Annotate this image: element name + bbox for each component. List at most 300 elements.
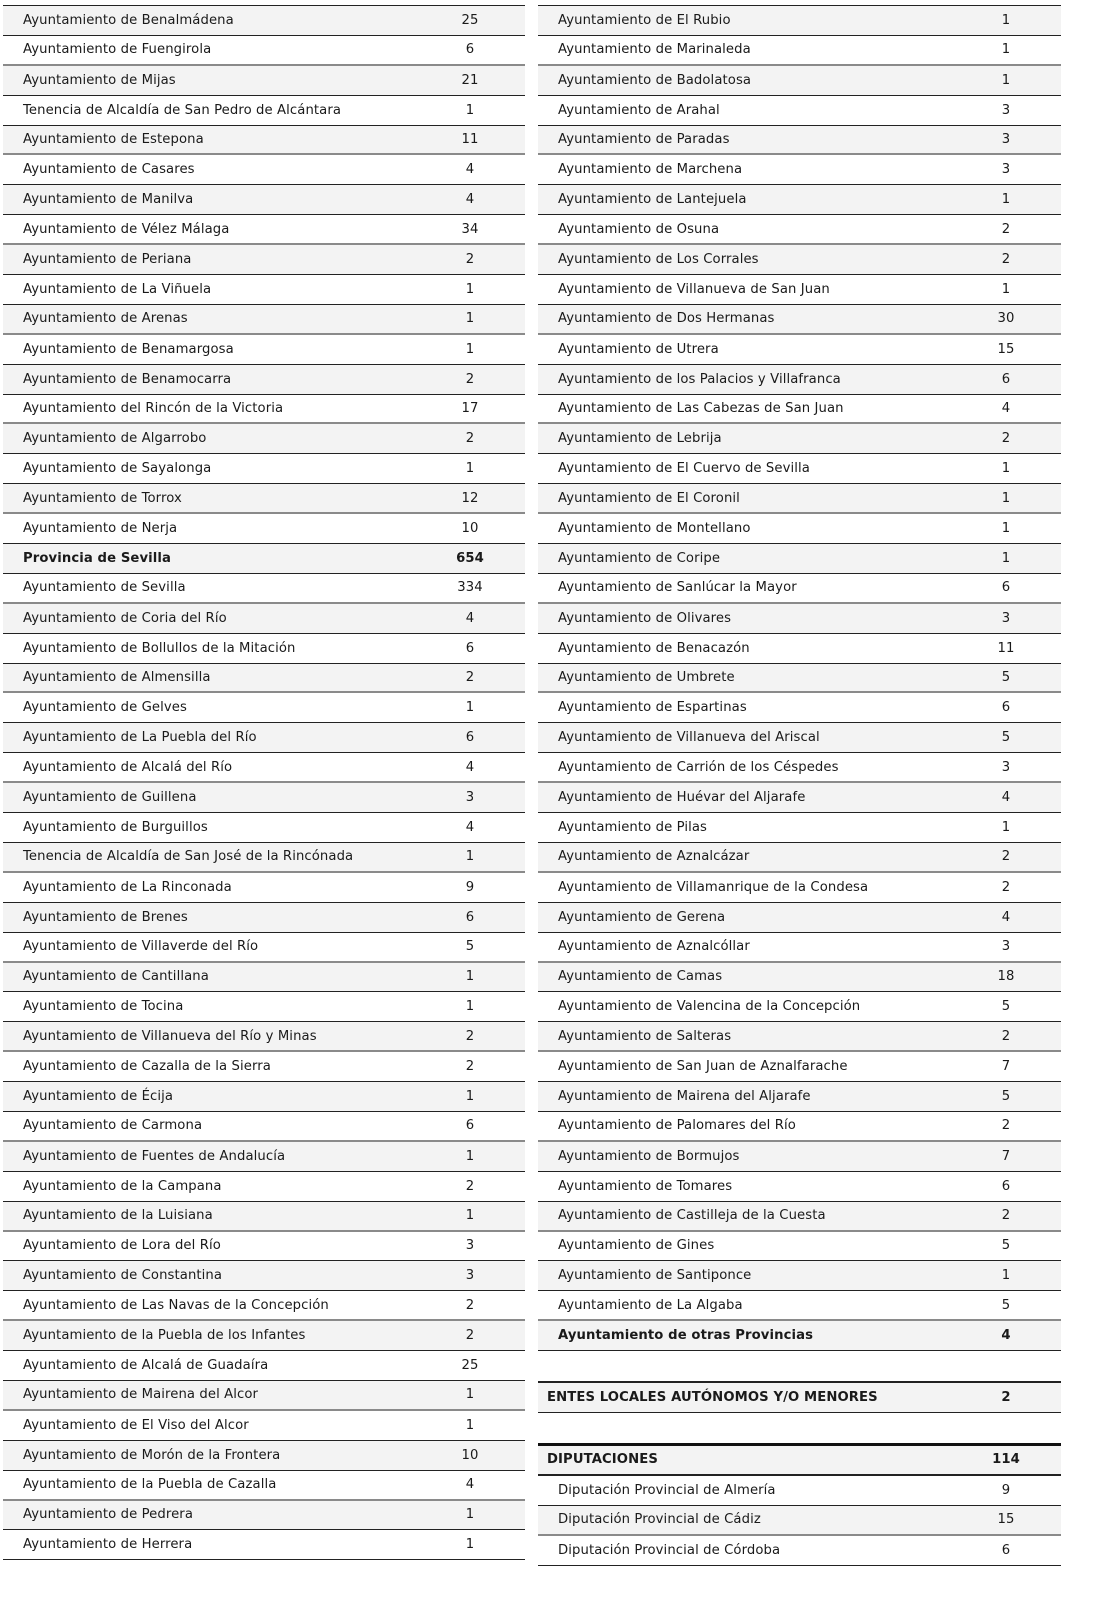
entity-count: 4: [465, 610, 475, 626]
entity-count: 9: [1001, 1482, 1011, 1498]
entity-count: 21: [461, 72, 479, 88]
entity-count: 4: [1001, 790, 1011, 806]
entity-name: Ayuntamiento de Villanueva de San Juan: [558, 281, 830, 297]
entity-count: 6: [465, 730, 475, 746]
entes-locales-value: 2: [1001, 1390, 1011, 1406]
table-row: [538, 873, 1061, 903]
entity-name: Ayuntamiento de Umbrete: [558, 670, 735, 686]
table-row: [3, 1172, 525, 1202]
entity-name: Ayuntamiento de Alcalá del Río: [23, 759, 233, 775]
subtotal-row: [538, 1321, 1061, 1351]
entity-count: 11: [997, 640, 1015, 656]
entity-count: 2: [465, 670, 475, 686]
entity-name: Ayuntamiento de Bollullos de la Mitación: [23, 640, 296, 656]
table-row: [3, 1501, 525, 1531]
diputaciones-rows: [538, 1476, 1061, 1566]
entity-name: Ayuntamiento de Tomares: [558, 1178, 733, 1194]
entity-count: 6: [1001, 1178, 1011, 1194]
table-row: [538, 1261, 1061, 1291]
table-row: [3, 634, 525, 664]
table-row: [3, 1112, 525, 1142]
entity-name: Ayuntamiento de Carmona: [23, 1118, 203, 1134]
entity-name: Ayuntamiento de Osuna: [558, 221, 720, 237]
table-row: [3, 126, 525, 156]
entity-count: 5: [1001, 999, 1011, 1015]
entity-name: Ayuntamiento de Brenes: [23, 909, 188, 925]
entity-count: 2: [1001, 1208, 1011, 1224]
entity-count: 1: [1001, 461, 1011, 477]
entity-name: Diputación Provincial de Cádiz: [558, 1512, 761, 1528]
table-row: [538, 693, 1061, 723]
table-row: [3, 963, 525, 993]
entity-name: Ayuntamiento de La Algaba: [558, 1297, 743, 1313]
entity-name: Ayuntamiento de Benacazón: [558, 640, 750, 656]
table-row: [3, 693, 525, 723]
entity-name: Ayuntamiento de Coria del Río: [23, 610, 227, 626]
entity-name: Ayuntamiento de Arenas: [23, 311, 188, 327]
entity-name: Ayuntamiento de El Cuervo de Sevilla: [558, 461, 810, 477]
entity-count: 1: [465, 1089, 475, 1104]
table-row: [3, 66, 525, 96]
entity-name: Ayuntamiento de Sayalonga: [23, 461, 212, 477]
entity-count: 15: [997, 1512, 1015, 1528]
entity-name: Ayuntamiento de Las Navas de la Concepción: [23, 1297, 329, 1313]
table-row: [538, 424, 1061, 454]
table-row: [538, 843, 1061, 873]
entity-name: Ayuntamiento de La Rinconada: [23, 879, 232, 895]
entity-name: Ayuntamiento de Mairena del Alcor: [23, 1387, 259, 1403]
entity-count: 2: [465, 1178, 475, 1194]
entity-count: 2: [465, 1028, 475, 1044]
entity-count: 1: [465, 281, 475, 297]
entity-name: Ayuntamiento de Huévar del Aljarafe: [558, 790, 806, 806]
entity-name: Ayuntamiento de Nerja: [23, 521, 178, 537]
table-row: [538, 365, 1061, 395]
entity-count: 3: [1001, 162, 1011, 178]
table-row: [3, 604, 525, 634]
entity-name: Ayuntamiento de Carrión de los Céspedes: [558, 759, 839, 775]
entity-count: 7: [1001, 1059, 1011, 1075]
table-row: [538, 723, 1061, 753]
entity-name: Ayuntamiento de Gerena: [558, 909, 726, 925]
entity-name: Ayuntamiento de Fuentes de Andalucía: [23, 1148, 286, 1164]
table-row: [3, 424, 525, 454]
table-row: [538, 1142, 1061, 1172]
entity-count: 2: [1001, 1118, 1011, 1134]
table-row: [3, 155, 525, 185]
entity-count: 1: [465, 341, 475, 357]
entity-count: 1: [1001, 819, 1011, 835]
entity-name: Ayuntamiento de Bormujos: [558, 1148, 740, 1164]
entity-name: Ayuntamiento de Mijas: [23, 72, 176, 88]
entity-count: 1: [465, 1537, 475, 1553]
entity-name: Ayuntamiento de Camas: [558, 969, 723, 985]
entity-count: 4: [465, 192, 475, 208]
entity-count: 6: [1001, 700, 1011, 716]
entity-name: Ayuntamiento de Benalmádena: [23, 12, 234, 28]
table-row: [538, 963, 1061, 993]
diputaciones-section: [538, 1443, 1061, 1566]
table-row: [3, 933, 525, 963]
table-row: [3, 1411, 525, 1441]
right-column-table: [538, 5, 1061, 1566]
entity-count: 6: [465, 909, 475, 925]
entity-name: Ayuntamiento de Écija: [23, 1089, 174, 1104]
entity-name: Ayuntamiento de la Puebla de Cazalla: [23, 1477, 277, 1493]
table-row: [3, 1232, 525, 1262]
entity-name: Ayuntamiento de Guillena: [23, 790, 197, 806]
table-row: [538, 604, 1061, 634]
table-row: [538, 126, 1061, 156]
entity-count: 18: [997, 969, 1015, 985]
entity-count: 6: [465, 1118, 475, 1134]
entity-count: 2: [1001, 221, 1011, 237]
table-row: [538, 634, 1061, 664]
table-row: [3, 873, 525, 903]
entity-name: Ayuntamiento de Villanueva del Ariscal: [558, 730, 820, 746]
table-row: [538, 664, 1061, 694]
entity-name: Ayuntamiento de Benamargosa: [23, 341, 234, 357]
entity-name: Ayuntamiento de Badolatosa: [558, 72, 752, 88]
entity-name: Ayuntamiento de Cantillana: [23, 969, 209, 985]
table-row: [3, 36, 525, 66]
entity-name: Ayuntamiento de Lora del Río: [23, 1238, 221, 1254]
table-row: [3, 215, 525, 245]
entity-count: 1: [465, 102, 475, 118]
entity-name: Ayuntamiento de El Viso del Alcor: [23, 1417, 249, 1433]
table-row: [3, 395, 525, 425]
entity-count: 4: [465, 162, 475, 178]
entity-count: 34: [461, 221, 479, 237]
table-row: [538, 335, 1061, 365]
entity-count: 1: [1001, 42, 1011, 58]
entity-count: 1: [465, 1507, 475, 1523]
table-row: [538, 1202, 1061, 1232]
entity-name: Ayuntamiento de los Palacios y Villafranca: [558, 371, 841, 387]
entity-count: 6: [1001, 580, 1011, 596]
entity-name: Ayuntamiento de Gelves: [23, 700, 187, 716]
table-row: [538, 484, 1061, 514]
entity-name: Ayuntamiento de Espartinas: [558, 700, 747, 716]
table-row: [3, 305, 525, 335]
entity-count: 4: [1001, 1328, 1011, 1344]
entity-name: Ayuntamiento de San Juan de Aznalfarache: [558, 1059, 848, 1075]
entity-name: Ayuntamiento de Paradas: [558, 132, 730, 147]
entity-count: 1: [465, 700, 475, 716]
entity-name: Ayuntamiento de Algarrobo: [23, 431, 207, 447]
entity-name: Ayuntamiento de la Luisiana: [23, 1208, 213, 1224]
entity-count: 2: [1001, 431, 1011, 447]
entity-count: 10: [461, 1447, 479, 1463]
table-row: [538, 1291, 1061, 1321]
entity-count: 4: [465, 1477, 475, 1493]
table-row: [3, 1082, 525, 1112]
table-row: [538, 544, 1061, 574]
entity-name: Ayuntamiento de Arahal: [558, 102, 720, 118]
entity-name: Tenencia de Alcaldía de San Pedro de Alcántara: [23, 102, 342, 118]
entity-count: 1: [465, 461, 475, 477]
entity-count: 1: [465, 311, 475, 327]
table-row: [538, 903, 1061, 933]
entity-name: Ayuntamiento de La Viñuela: [23, 281, 212, 297]
table-row: [538, 96, 1061, 126]
entity-name: Ayuntamiento de Gines: [558, 1238, 715, 1254]
table-row: [3, 1052, 525, 1082]
entity-count: 6: [1001, 1542, 1011, 1558]
entity-count: 3: [1001, 759, 1011, 775]
entity-count: 5: [1001, 1297, 1011, 1313]
entity-count: 4: [1001, 401, 1011, 417]
entity-count: 11: [461, 132, 479, 147]
entity-count: 5: [1001, 730, 1011, 746]
entity-count: 17: [461, 401, 479, 417]
table-row: [3, 514, 525, 544]
table-row: [3, 1202, 525, 1232]
entity-count: 3: [1001, 939, 1011, 955]
entity-name: Ayuntamiento de Cazalla de la Sierra: [23, 1059, 271, 1075]
entity-count: 6: [465, 640, 475, 656]
entity-count: 1: [465, 969, 475, 985]
entity-name: Ayuntamiento de Coripe: [558, 550, 721, 566]
entity-name: Ayuntamiento de Estepona: [23, 132, 204, 147]
table-row: [3, 664, 525, 694]
table-row: [3, 1261, 525, 1291]
entity-name: Ayuntamiento de Dos Hermanas: [558, 311, 775, 327]
entity-name: Ayuntamiento de Villaverde del Río: [23, 939, 259, 955]
entity-count: 1: [1001, 1268, 1011, 1284]
table-row: [538, 514, 1061, 544]
entity-name: Ayuntamiento de Vélez Málaga: [23, 221, 230, 237]
entity-name: Ayuntamiento de Tocina: [23, 999, 184, 1015]
table-row: [3, 1530, 525, 1560]
left-table-body: [3, 5, 525, 1560]
entity-name: Ayuntamiento de Manilva: [23, 192, 194, 208]
entity-name: Diputación Provincial de Córdoba: [558, 1542, 781, 1558]
entity-name: Ayuntamiento de Mairena del Aljarafe: [558, 1089, 811, 1104]
entity-count: 12: [461, 490, 479, 506]
entity-name: Ayuntamiento de otras Provincias: [558, 1328, 814, 1344]
table-row: [3, 574, 525, 604]
table-row: [538, 1022, 1061, 1052]
table-row: [538, 155, 1061, 185]
entity-name: Ayuntamiento de Herrera: [23, 1537, 193, 1553]
table-row: [3, 275, 525, 305]
diputaciones-header-row: [538, 1446, 1061, 1476]
entity-count: 5: [1001, 1089, 1011, 1104]
entity-count: 1: [465, 1387, 475, 1403]
entity-count: 2: [465, 1297, 475, 1313]
entity-name: Ayuntamiento de Constantina: [23, 1268, 223, 1284]
entity-count: 9: [465, 879, 475, 895]
left-column-table: [3, 5, 525, 1560]
table-row: [3, 1022, 525, 1052]
entity-count: 1: [1001, 490, 1011, 506]
entity-name: Ayuntamiento de Pilas: [558, 819, 708, 835]
entity-count: 654: [456, 550, 484, 566]
entity-name: Ayuntamiento de Periana: [23, 252, 192, 268]
entity-name: Ayuntamiento de Marchena: [558, 162, 743, 178]
table-row: [3, 484, 525, 514]
table-row: [3, 454, 525, 484]
entity-count: 1: [465, 1148, 475, 1164]
entity-name: Ayuntamiento de Fuengirola: [23, 42, 212, 58]
entity-count: 1: [1001, 281, 1011, 297]
table-row: [3, 1441, 525, 1471]
diputaciones-label: DIPUTACIONES: [547, 1452, 658, 1468]
table-row: [538, 933, 1061, 963]
entity-count: 3: [1001, 102, 1011, 118]
entity-name: Ayuntamiento de la Puebla de los Infantes: [23, 1328, 306, 1344]
table-row: [538, 1172, 1061, 1202]
table-row: [538, 992, 1061, 1022]
entity-count: 1: [1001, 550, 1011, 566]
entity-count: 10: [461, 521, 479, 537]
table-row: [3, 813, 525, 843]
entity-count: 30: [997, 311, 1015, 327]
entity-count: 7: [1001, 1148, 1011, 1164]
entity-count: 3: [1001, 132, 1011, 147]
table-row: [538, 1052, 1061, 1082]
entity-name: Ayuntamiento de Morón de la Frontera: [23, 1447, 281, 1463]
right-table-body: [538, 5, 1061, 1351]
table-row: [3, 903, 525, 933]
entity-count: 3: [465, 1238, 475, 1254]
entity-count: 6: [1001, 371, 1011, 387]
entity-name: Tenencia de Alcaldía de San José de la Rincónada: [23, 849, 354, 865]
table-row: [3, 6, 525, 36]
entity-name: Ayuntamiento de Pedrera: [23, 1507, 194, 1523]
entity-name: Diputación Provincial de Almería: [558, 1482, 776, 1498]
entity-count: 5: [1001, 670, 1011, 686]
entity-count: 5: [465, 939, 475, 955]
table-row: [3, 96, 525, 126]
entity-name: Ayuntamiento de Marinaleda: [558, 42, 751, 58]
table-row: [538, 813, 1061, 843]
entity-name: Ayuntamiento de Los Corrales: [558, 252, 759, 268]
entity-name: Ayuntamiento de Utrera: [558, 341, 719, 357]
table-row: [538, 1232, 1061, 1262]
entity-count: 3: [1001, 610, 1011, 626]
table-row: [3, 1471, 525, 1501]
table-row: [3, 335, 525, 365]
entity-name: Ayuntamiento de la Campana: [23, 1178, 222, 1194]
table-row: [3, 1291, 525, 1321]
entity-name: Ayuntamiento de Lebrija: [558, 431, 722, 447]
table-row: [3, 1381, 525, 1411]
diputaciones-value: 114: [992, 1452, 1020, 1468]
table-row: [538, 574, 1061, 604]
entity-count: 4: [465, 759, 475, 775]
entity-name: Provincia de Sevilla: [23, 550, 172, 566]
entity-name: Ayuntamiento de Sanlúcar la Mayor: [558, 580, 797, 596]
table-row: [3, 1351, 525, 1381]
entity-count: 1: [1001, 521, 1011, 537]
entity-name: Ayuntamiento de Olivares: [558, 610, 732, 626]
table-row: [538, 1536, 1061, 1566]
entity-name: Ayuntamiento de Valencina de la Concepción: [558, 999, 861, 1015]
entity-count: 2: [1001, 879, 1011, 895]
table-row: [538, 454, 1061, 484]
table-row: [538, 305, 1061, 335]
entity-count: 2: [465, 1328, 475, 1344]
entity-name: Ayuntamiento de Almensilla: [23, 670, 211, 686]
entity-count: 1: [465, 1208, 475, 1224]
table-row: [538, 36, 1061, 66]
table-row: [3, 753, 525, 783]
table-row: [538, 1506, 1061, 1536]
table-row: [538, 66, 1061, 96]
table-row: [3, 992, 525, 1022]
entity-count: 3: [465, 1268, 475, 1284]
entity-name: Ayuntamiento de El Rubio: [558, 12, 731, 28]
table-row: [538, 783, 1061, 813]
entity-name: Ayuntamiento de Las Cabezas de San Juan: [558, 401, 844, 417]
table-row: [538, 1082, 1061, 1112]
entes-locales-section: [538, 1381, 1061, 1413]
entity-count: 334: [457, 580, 483, 596]
entity-count: 1: [465, 1417, 475, 1433]
table-row: [3, 365, 525, 395]
table-row: [538, 215, 1061, 245]
entity-count: 2: [465, 252, 475, 268]
entity-count: 1: [465, 849, 475, 865]
entity-count: 15: [997, 341, 1015, 357]
section-gap: [538, 1413, 1061, 1443]
entity-count: 6: [465, 42, 475, 58]
entity-count: 4: [1001, 909, 1011, 925]
table-row: [538, 245, 1061, 275]
table-row: [538, 1476, 1061, 1506]
entity-count: 1: [1001, 72, 1011, 88]
table-row: [3, 245, 525, 275]
section-gap: [538, 1351, 1061, 1381]
entity-count: 4: [465, 819, 475, 835]
entity-name: Ayuntamiento de Benamocarra: [23, 371, 232, 387]
table-row: [538, 1112, 1061, 1142]
entity-name: Ayuntamiento de Palomares del Río: [558, 1118, 796, 1134]
entity-name: Ayuntamiento de Villanueva del Río y Minas: [23, 1028, 317, 1044]
entity-name: Ayuntamiento de Villamanrique de la Condesa: [558, 879, 869, 895]
entity-name: Ayuntamiento de Lantejuela: [558, 192, 747, 208]
entity-count: 3: [465, 790, 475, 806]
entity-count: 1: [1001, 12, 1011, 28]
table-row: [538, 6, 1061, 36]
entity-name: Ayuntamiento de Sevilla: [23, 580, 186, 596]
table-row: [538, 753, 1061, 783]
entity-count: 2: [1001, 252, 1011, 268]
entity-name: Ayuntamiento de El Coronil: [558, 490, 740, 506]
entity-name: Ayuntamiento de La Puebla del Río: [23, 730, 257, 746]
table-row: [3, 1142, 525, 1172]
entes-locales-label: ENTES LOCALES AUTÓNOMOS Y/O MENORES: [547, 1390, 878, 1406]
table-row: [3, 1321, 525, 1351]
table-row: [538, 275, 1061, 305]
entity-name: Ayuntamiento de Alcalá de Guadaíra: [23, 1358, 269, 1374]
entity-count: 25: [461, 12, 479, 28]
table-row: [3, 843, 525, 873]
entity-name: Ayuntamiento de Santiponce: [558, 1268, 752, 1284]
entity-count: 1: [465, 999, 475, 1015]
table-row: [538, 395, 1061, 425]
entity-name: Ayuntamiento de Casares: [23, 162, 195, 178]
entity-name: Ayuntamiento de Aznalcóllar: [558, 939, 750, 955]
table-row: [538, 185, 1061, 215]
entity-count: 1: [1001, 192, 1011, 208]
entity-count: 2: [1001, 849, 1011, 865]
entity-name: Ayuntamiento de Montellano: [558, 521, 751, 537]
entity-name: Ayuntamiento de Salteras: [558, 1028, 732, 1044]
entity-count: 2: [465, 1059, 475, 1075]
